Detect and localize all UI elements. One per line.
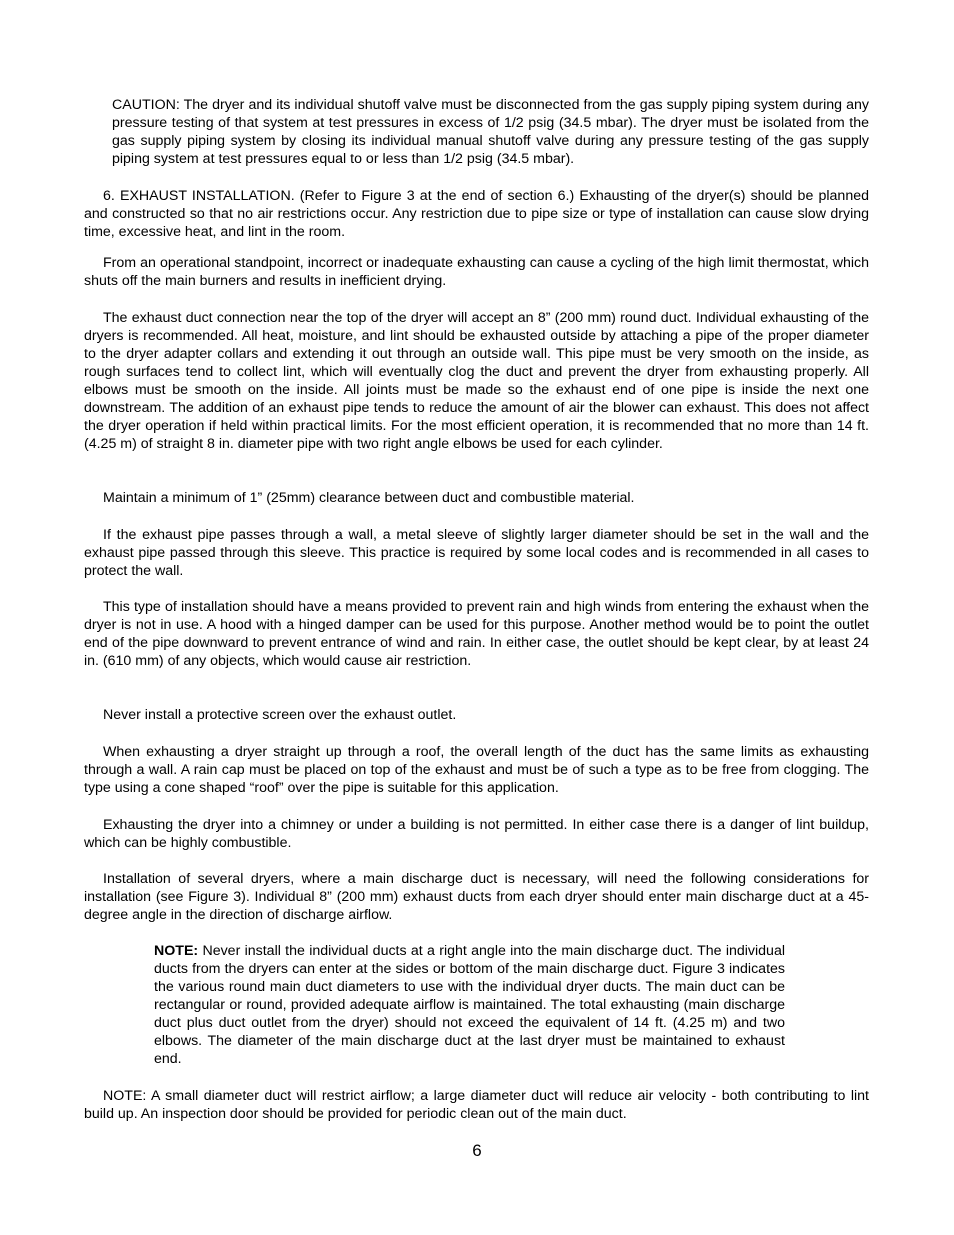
- page-number: 6: [472, 1141, 482, 1160]
- caution-paragraph: CAUTION: The dryer and its individual shutoff valve must be disconnected from the gas supply piping system during any pressure testing of that system at test pressures in excess of 1/2 psig (34.5 mbar). The dryer must be isolated from the gas supply piping system by closing its individual manual shutoff valve during any pressure testing of the gas supply piping system at test pressures equal to or less than 1/2 psig (34.5 mbar).: [112, 97, 869, 167]
- operational-standpoint-paragraph: From an operational standpoint, incorrect or inadequate exhausting can cause a cycling of the high limit thermostat, which shuts off the main burners and results in inefficient drying.: [84, 255, 869, 289]
- roof-exhaust-paragraph: When exhausting a dryer straight up through a roof, the overall length of the duct has the same limits as exhausting through a wall. A rain cap must be placed on top of the exhaust and must be of such a type as to be free from clogging. The type using a cone shaped “roof” over the pipe is suitable for this application.: [84, 744, 869, 796]
- note-block: [154, 942, 785, 1068]
- protective-screen-paragraph: Never install a protective screen over the exhaust outlet.: [103, 707, 457, 723]
- chimney-paragraph: Exhausting the dryer into a chimney or under a building is not permitted. In either case there is a danger of lint buildup, which can be highly combustible.: [84, 817, 869, 851]
- clearance-paragraph: Maintain a minimum of 1” (25mm) clearance between duct and combustible material.: [103, 490, 635, 506]
- note-label: NOTE:: [154, 943, 199, 959]
- final-note-paragraph: NOTE: A small diameter duct will restrict airflow; a large diameter duct will reduce air velocity - both contributing to lint build up. An inspection door should be provided for periodic clean out of the main duct.: [84, 1088, 869, 1122]
- rain-wind-paragraph: This type of installation should have a means provided to prevent rain and high winds from entering the exhaust when the dryer is not in use. A hood with a hinged damper can be used for this purpose. Another method would be to point the outlet end of the pipe downward to prevent entrance of wind and rain. In either case, the outlet should be kept clear, by at least 24 in. (610 mm) of any objects, which would cause air restriction.: [84, 599, 869, 669]
- wall-sleeve-paragraph: If the exhaust pipe passes through a wall, a metal sleeve of slightly larger diameter should be set in the wall and the exhaust pipe passed through this sleeve. This practice is required by some local codes and is recommended in all cases to protect the wall.: [84, 527, 869, 579]
- exhaust-installation-paragraph: 6. EXHAUST INSTALLATION. (Refer to Figure 3 at the end of section 6.) Exhausting of the dryer(s) should be planned and constructed so that no air restrictions occur. Any restriction due to pipe size or type of installation can cause slow drying time, excessive heat, and lint in the room.: [84, 188, 869, 240]
- exhaust-duct-connection-paragraph: The exhaust duct connection near the top of the dryer will accept an 8” (200 mm) round duct. Individual exhausting of the dryers is recommended. All heat, moisture, and lint should be exhausted outside by attaching a pipe of the proper diameter to the dryer adapter collars and extending it out through an outside wall. This pipe must be very smooth on the inside, as rough surfaces tend to collect lint, which will eventually clog the duct and prevent the dryer from exhausting properly. All elbows must be smooth on the inside. All joints must be made so the exhaust end of one pipe is inside the next one downstream. The addition of an exhaust pipe tends to reduce the amount of air the blower can exhaust. This does not affect the dryer operation if held within practical limits. For the most efficient operation, it is recommended that no more than 14 ft. (4.25 m) of straight 8 in. diameter pipe with two right angle elbows be used for each cylinder.: [84, 310, 869, 452]
- several-dryers-paragraph: Installation of several dryers, where a main discharge duct is necessary, will need the following considerations for installation (see Figure 3). Individual 8” (200 mm) exhaust ducts from each dryer should enter main discharge duct at a 45-degree angle in the direction of discharge airflow.: [84, 871, 869, 923]
- note-text: Never install the individual ducts at a right angle into the main discharge duct. The individual ducts from the dryers can enter at the sides or bottom of the main discharge duct. Figure 3 indicates the various round main duct diameters to use with the individual dryer ducts. The main duct can be rectangular or round, provided adequate airflow is maintained. The total exhausting (main discharge duct plus duct outlet from the dryer) should not exceed the equivalent of 14 ft. (4.25 m) and two elbows. The diameter of the main discharge duct at the last dryer must be maintained to exhaust end.: [154, 943, 785, 1067]
